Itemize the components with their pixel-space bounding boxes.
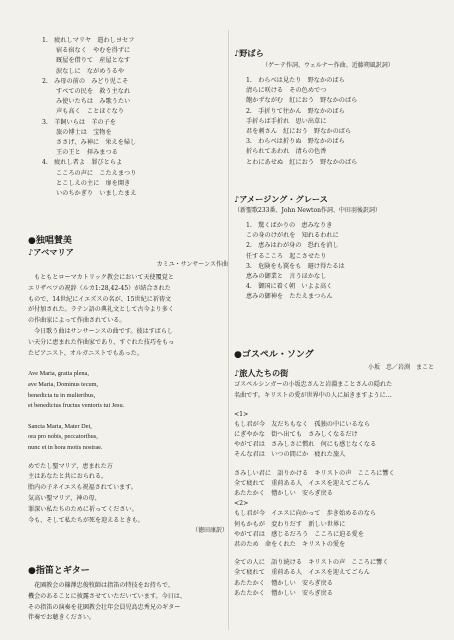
gospel-verse-line: もし君が今 友だちもなく 孤独の中にいるなら	[234, 420, 371, 428]
nobara-lyric-line: とわにあせぬ 紅におう 野なかのばら	[246, 158, 358, 166]
solo-paragraph-line: い天分に恵まれた作曲家であり、すぐれた技巧をもっ	[28, 338, 175, 346]
gospel-verse-line: やがて君は 感じるだろう こころに迫る愛を	[234, 530, 364, 538]
hymn-line: 王の王と 拝みまつる	[56, 149, 118, 157]
hymn-line: いのちかぎり いましたまえ	[56, 190, 137, 198]
hymn-line: 涙なしに ながめうるや	[56, 67, 125, 75]
solo-paragraph-line: もので、14世紀にイエズスの名が、15世紀に祈祷文	[28, 295, 172, 303]
amazing-lyric-line: 1. 驚くばかりの 恵みなりき	[246, 222, 333, 229]
latin-lyric-line: ora pro nobis, peccatoribus,	[28, 433, 98, 441]
amazing-lyric-line: 2. 恵みはわが身の 恐れを消し	[246, 242, 339, 250]
amazing-lyric-line: 任するこころ 起こさせたり	[246, 252, 327, 260]
hymn-line: とこしえの主に 扉を開き	[56, 179, 131, 187]
solo-title: ●独唱賛美	[28, 236, 72, 246]
nobara-lyric-line: 手折らば手折れ 思い出草に	[246, 117, 327, 125]
gospel-title: ●ゴスペル・ソング	[234, 350, 314, 360]
hymn-line: 旅の博士は 宝物を	[56, 128, 112, 136]
gospel-chorus-line: 全て疲れて 重荷ある人 イエスを迎えてごらん	[234, 479, 370, 487]
gospel-verse-line: 何もかもが 変わりだす 新しい世界に	[234, 520, 346, 528]
hymn-line: 2. み母の前の みどり児こそ	[42, 77, 129, 85]
amazing-lyric-line: 4. 御国に着く朝 いよよ高く	[246, 283, 333, 291]
gospel-chorus-line: あたたかく 憎かしい 安らぎ戻る	[234, 490, 333, 498]
solo-section	[28, 236, 228, 535]
gospel-chorus-line: あたたかく 憎かしい 安らぎ戻る	[234, 589, 333, 597]
gospel-verse-line: にぎやかな 街へ出ても さみしくなるだけ	[234, 431, 358, 438]
solo-paragraph-line: の作曲家によって作曲されている。	[28, 317, 126, 325]
solo-paragraph-line: 今日歌う曲はサンサーンスの曲です。彼はすばらし	[34, 327, 174, 335]
guitar-paragraph-line: 機会のあることに披露させていただいています。今日は、	[28, 592, 186, 600]
latin-lyric-line: Ave Maria, gratia plena,	[28, 370, 89, 378]
nobara-lyric-line: 2. 手折りて往かん 野なかのばら	[246, 107, 345, 115]
guitar-paragraph-line: 花園教会の篠澤忠俊牧師は指笛の特技をお持ちで、	[34, 582, 174, 589]
hymn-line: ささげ、み神に 栄えを帰し	[56, 139, 137, 147]
translation-line: 胎内の子ネイエスも祝福されています。	[28, 484, 137, 492]
latin-lyric-line: Sancta Maria, Mater Dei,	[28, 422, 92, 430]
amazing-lyric-line: 3. 危険をも罠をも 避け得たるは	[246, 262, 345, 270]
latin-lyric-line: ave Maria, Dominus tecum,	[28, 380, 99, 388]
nobara-lyric-line: 君を刺さん 紅におう 野なかのばら	[246, 128, 352, 136]
gospel-chorus-line: あたたかく 憎かしい 安らぎ戻る	[234, 579, 333, 587]
translation-line: 気高い聖マリア、神の母、	[28, 494, 101, 502]
translation-line: 罪深い私たちのために祈ってください。	[28, 505, 138, 513]
nobara-lyric-line: 1. わらべは見たり 野なかのばら	[246, 77, 345, 84]
latin-lyric-line: et benedictus fructus ventoris tui Jesu.	[28, 402, 125, 410]
amazing-lyric-line: 恵みの御神を たたえまつらん	[246, 293, 333, 301]
solo-credit: カミユ・サンサーンス作曲	[156, 261, 228, 268]
translation-line: 主はあなたと共におられる。	[28, 473, 108, 481]
gospel-verse-line: やがて君は さみしさに慣れ 何にも感じなくなる	[234, 441, 377, 449]
guitar-title: ●指笛とギター	[28, 566, 90, 576]
guitar-section	[28, 566, 228, 624]
gospel-verse-line: もし君が今 イエスに向かって 歩き始めるのなら	[234, 510, 377, 518]
verse1-marker: <1>	[234, 410, 249, 418]
gospel-intro-line: 名曲です。キリストの愛が世界中の人に届きますように…	[234, 391, 392, 399]
amazing-lyric-line: 恵みの御業と 言うほかなし	[246, 273, 327, 281]
gospel-chorus-line: さみしい君に 語りかける キリストの声 こころに響く	[234, 469, 395, 477]
solo-paragraph-line: もともとローマカトリック教会において天使覆覚と	[34, 274, 174, 281]
hymn-line: すべての民を 救う主なれ	[56, 88, 131, 96]
latin-lyric-line: benedicta tu in mulieribus,	[28, 391, 96, 399]
nobara-lyric-line: 飽かずながむ 紅におう 野なかのばら	[246, 97, 358, 105]
amazing-title: ♪アメージング・グレース	[234, 194, 328, 204]
gospel-section	[234, 350, 434, 599]
nobara-lyric-line: 折られてあわれ 清らの色香	[246, 148, 327, 156]
hymn-line: 3. 羊飼いらは 羊の子を	[42, 118, 116, 126]
hymn-line: 4. 疲れし者よ 罪びとらよ	[42, 159, 123, 167]
hymn-line: 厩屋を借りて 産屋となす	[56, 57, 131, 65]
amazing-section	[234, 194, 434, 303]
solo-paragraph-line: たピアニスト、オルガニストでもあった。	[28, 349, 143, 357]
gospel-subtitle: ♪旅人たちの街	[234, 368, 289, 378]
nobara-title: ♪野ばら	[234, 48, 264, 58]
gospel-verse-line: そんな君は いつの間にか 疲れた旅人	[234, 451, 346, 459]
gospel-chorus-line: 全ての人に 語り続ける キリストの声 こころに響く	[234, 559, 389, 567]
amazing-lyric-line: この身のけがれを 知れるわれに	[246, 232, 339, 240]
gospel-chorus-line: 全て疲れて 重荷ある人 イエスを迎えてごらん	[234, 569, 370, 577]
translation-line: めでたし聖マリア、恵まれた方	[28, 462, 113, 470]
guitar-paragraph-line: 伴奏でお聴きください。	[28, 614, 96, 622]
hymn-lyrics	[42, 36, 232, 199]
guitar-paragraph-line: その指笛の演奏を花園教会壮年会員児島忠秀兄のギター	[28, 603, 181, 611]
gospel-verse-line: 君のため 命をくれた キリストの愛を	[234, 541, 346, 549]
translation-credit: （徳田康訳）	[191, 527, 228, 535]
nobara-lyric-line: 清らに咲ける その色めでつ	[246, 87, 327, 95]
latin-lyric-line: nunc et in hora motis nostrae.	[28, 443, 103, 451]
translation-line: 今も、そして私たちが死を迎えるときも。	[28, 516, 144, 524]
hymn-line: 声も高く ことほぐなり	[56, 108, 125, 116]
nobara-credit: （ゲーテ作詞、ウェルナー作曲、近藤朔風訳詞）	[262, 62, 394, 69]
hymn-line: 宿る宿なく やむを得ずに	[56, 47, 131, 55]
solo-subtitle: ♪アベマリア	[28, 247, 74, 257]
hymn-line: 1. 疲れしマリヤ 遣わしヨセフ	[42, 37, 135, 44]
solo-paragraph-line: エリザベツの祝辞（ルカ1:28,42-45）が結合された	[28, 284, 171, 292]
verse2-marker: <2>	[234, 500, 249, 508]
amazing-credit: （新聖歌233番、John Newton作詞、中田羽後訳詞）	[234, 207, 381, 214]
gospel-intro-line: ゴスペルシンガーの小坂忠さんと岩淵まことさんの隠れた	[234, 381, 393, 388]
hymn-line: こころの声に こたえまつり	[56, 169, 137, 177]
nobara-lyric-line: 3. わらべは折りぬ 野なかのばら	[246, 138, 345, 146]
gospel-credit: 小坂 忠／岩渕 まこと	[367, 364, 434, 371]
solo-paragraph-line: が付加された。ラテン語の典礼文として古今より多く	[28, 306, 174, 314]
nobara-section	[234, 48, 434, 168]
hymn-line: み使いたちは み歌うたい	[56, 98, 131, 106]
